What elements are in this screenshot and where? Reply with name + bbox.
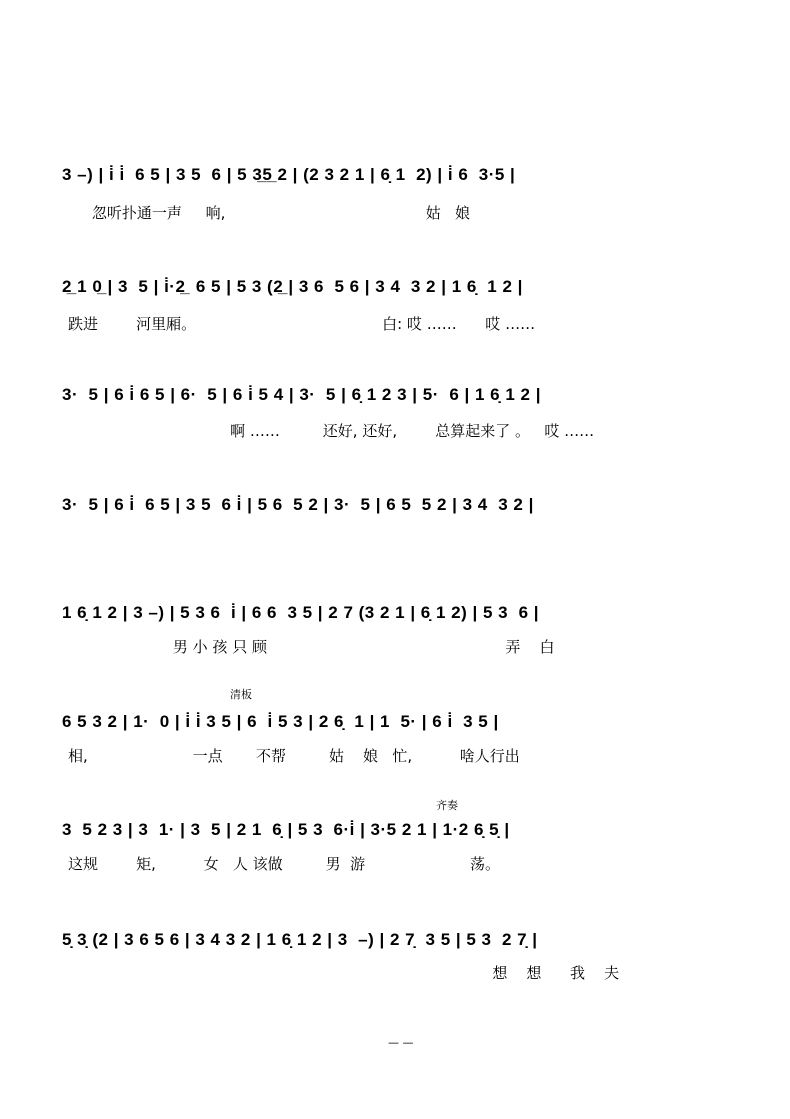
notation-line-4: 3· 5 | 6 i̇ 6 5 | 3 5 6 i̇ | 5 6 5 2 | 3· 5 | 6 5 5 2 | 3 4 3 2 |	[62, 495, 534, 514]
notation-line-2: 2̲ 1 0̲ | 3 5 | i̇·2̲ 6 5 | 5 3 (2̲ | 3 6 5 6 | 3 4 3 2 | 1 6̣ 1 2 |	[62, 277, 523, 296]
page-footer: — —	[388, 1036, 414, 1049]
lyric-line-2: 跌进 河里厢。 白: 哎 …… 哎 ……	[68, 315, 536, 333]
notation-line-7: 3 5 2 3 | 3 1· | 3 5 | 2 1 6̣ | 5 3 6·i̇ | 3·5 2 1 | 1·2 6̣ 5̣ |	[62, 820, 510, 839]
notation-line-5: 1 6̣ 1 2 | 3 –) | 5 3 6 i̇ | 6 6 3 5 | 2 7 (3 2 1 | 6̣ 1 2) | 5 3 6 |	[62, 603, 539, 622]
notation-line-6: 6 5 3 2 | 1· 0 | i̇ i̇ 3 5 | 6 i̇ 5 3 | 2 6̣ 1 | 1 5· | 6 i̇ 3 5 |	[62, 712, 499, 731]
tempo-mark: 清板	[230, 688, 252, 701]
notation-line-1: 3 –) | i̇ i̇ 6 5 | 3 5 6 | 5 3̲5̲ 2 | (2 3 2 1 | 6̣ 1 2) | i̇ 6 3·5 |	[62, 165, 516, 184]
notation-line-3: 3· 5 | 6 i̇ 6 5 | 6· 5 | 6 i̇ 5 4 | 3· 5 | 6̣ 1 2 3 | 5· 6 | 1 6̣ 1 2 |	[62, 385, 541, 404]
lyric-line-7: 这规 矩, 女 人 该做 男 游 荡。	[68, 855, 501, 873]
lyric-line-5: 男 小 孩 只 顾 弄 白	[68, 638, 555, 656]
lyric-line-3: 啊 …… 还好, 还好, 总算起来了 。 哎 ……	[68, 422, 595, 440]
lyric-line-1: 忽听扑通一声 响, 姑 娘	[68, 204, 471, 222]
lyric-line-8: 想 想 我 夫	[68, 964, 620, 982]
lyric-line-6: 相, 一点 不帮 姑 娘 忙, 啥人行出	[68, 747, 520, 765]
ensemble-mark: 齐奏	[436, 799, 458, 812]
notation-line-8: 5̣ 3̣ (2 | 3 6 5 6 | 3 4 3 2 | 1 6̣ 1 2 | 3 –) | 2 7̣ 3 5 | 5 3 2 7̣ |	[62, 930, 538, 949]
